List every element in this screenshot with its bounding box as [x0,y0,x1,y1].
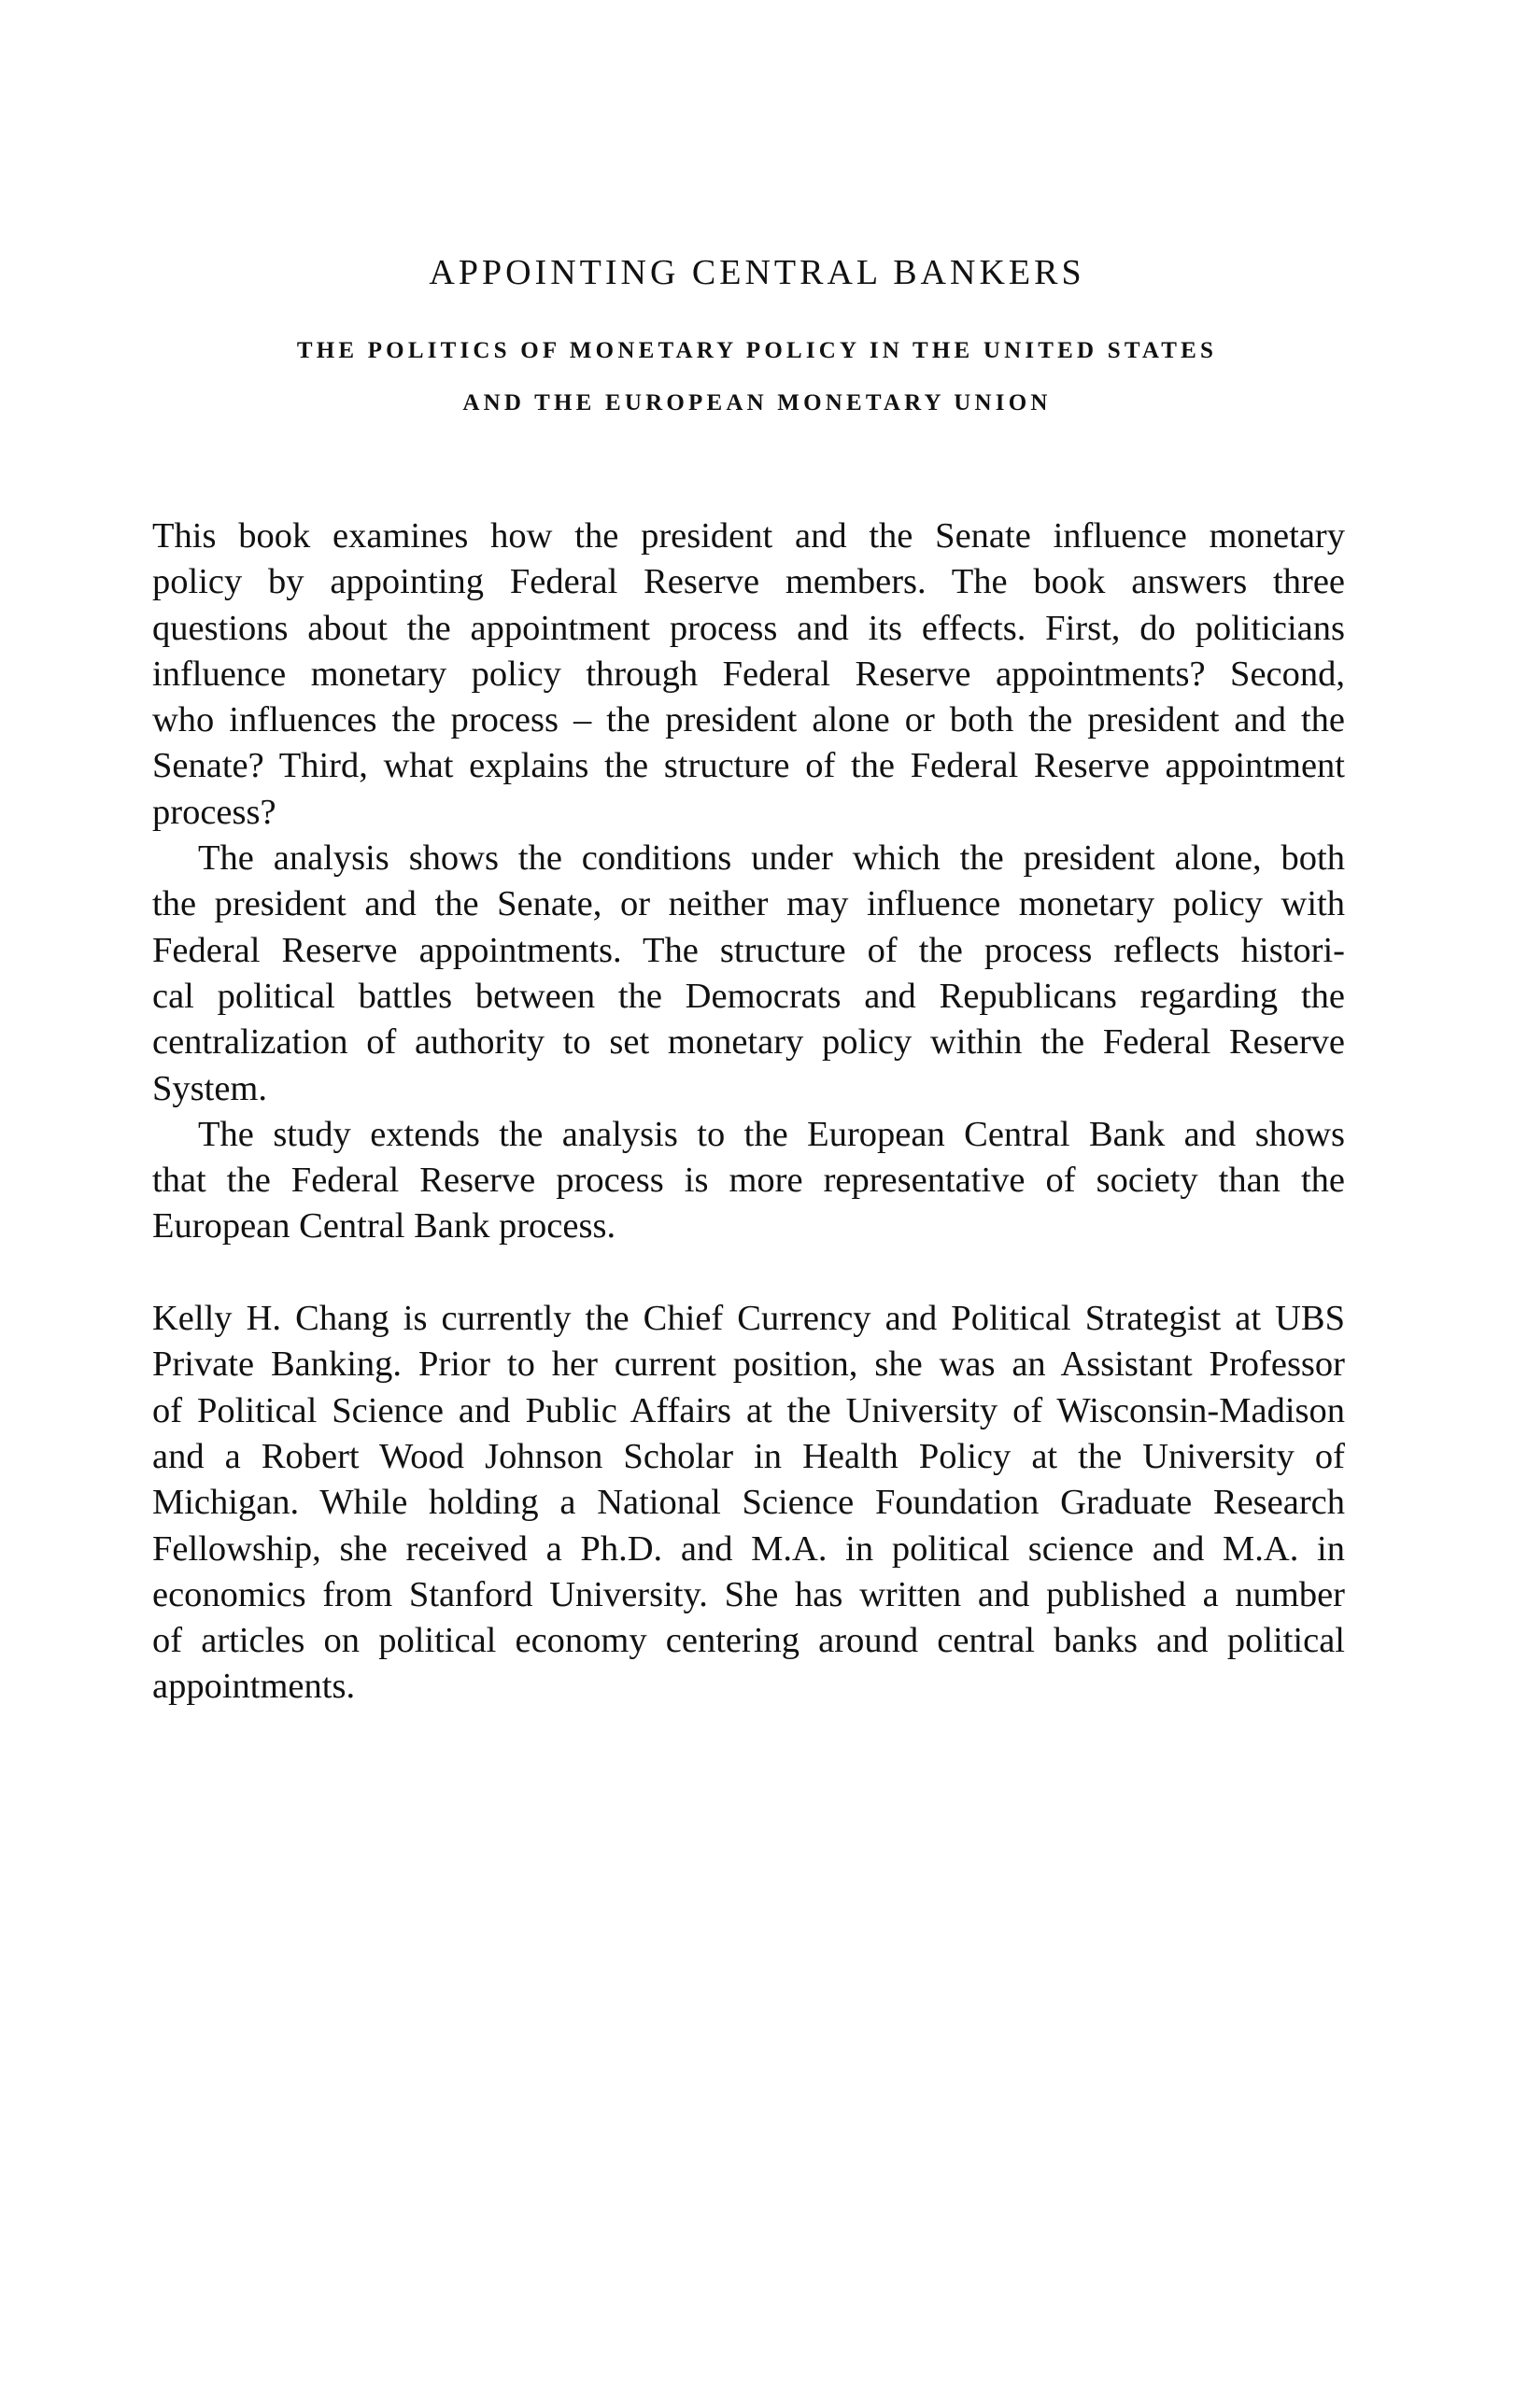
text-line: Kelly H. Chang is currently the Chief Currency and Political Strategist at UBS [152,1299,1345,1339]
text-line: that the Federal Reserve process is more representative of society than the [152,1161,1345,1201]
book-subtitle-line-1: THE POLITICS OF MONETARY POLICY IN THE UNITED STATES [296,338,1218,363]
text-line: Michigan. While holding a National Science Foundation Graduate Research [152,1483,1345,1523]
description-paragraph-3 [152,1112,1345,1250]
text-line: Private Banking. Prior to her current position, she was an Assistant Professor [152,1345,1345,1385]
description-body [152,514,1345,1711]
text-line: economics from Stanford University. She has written and published a number [152,1574,1345,1614]
text-line: Fellowship, she received a Ph.D. and M.A. in political science and M.A. in [152,1528,1345,1569]
text-line: the president and the Senate, or neither may influence monetary policy with [152,884,1345,924]
text-line: The study extends the analysis to the European Central Bank and shows [198,1114,1345,1154]
text-line: appointments. [152,1667,356,1707]
text-line: policy by appointing Federal Reserve members. The book answers three [152,562,1345,602]
text-line: and a Robert Wood Johnson Scholar in Health Policy at the University of [152,1436,1345,1476]
book-title: APPOINTING CENTRAL BANKERS [429,253,1085,292]
text-line: of Political Science and Public Affairs at the University of Wisconsin-Madison [152,1390,1345,1430]
description-paragraph-2 [152,836,1345,1112]
description-paragraph-1 [152,514,1345,836]
text-line: who influences the process – the president alone or both the president and the [152,700,1345,740]
text-line: questions about the appointment process and its effects. First, do politicians [152,608,1345,648]
text-line: centralization of authority to set monetary policy within the Federal Reserve [152,1022,1345,1063]
text-line: This book examines how the president and the Senate influence monetary [152,516,1345,556]
author-bio [152,1296,1345,1711]
text-line: The analysis shows the conditions under which the president alone, both [198,838,1345,879]
spacer [152,1250,1345,1296]
text-line: influence monetary policy through Federal Reserve appointments? Second, [152,654,1345,694]
text-line: System. [152,1068,268,1108]
text-line: cal political battles between the Democrats and Republicans regarding the [152,976,1345,1016]
text-line: of articles on political economy centering around central banks and political [152,1621,1345,1661]
text-line: Senate? Third, what explains the structure of the Federal Reserve appointment [152,746,1345,786]
text-line: process? [152,792,276,832]
text-line: Federal Reserve appointments. The structure of the process reflects histori- [152,930,1345,970]
book-subtitle-line-2: AND THE EUROPEAN MONETARY UNION [462,390,1052,415]
text-line: European Central Bank process. [152,1206,616,1246]
